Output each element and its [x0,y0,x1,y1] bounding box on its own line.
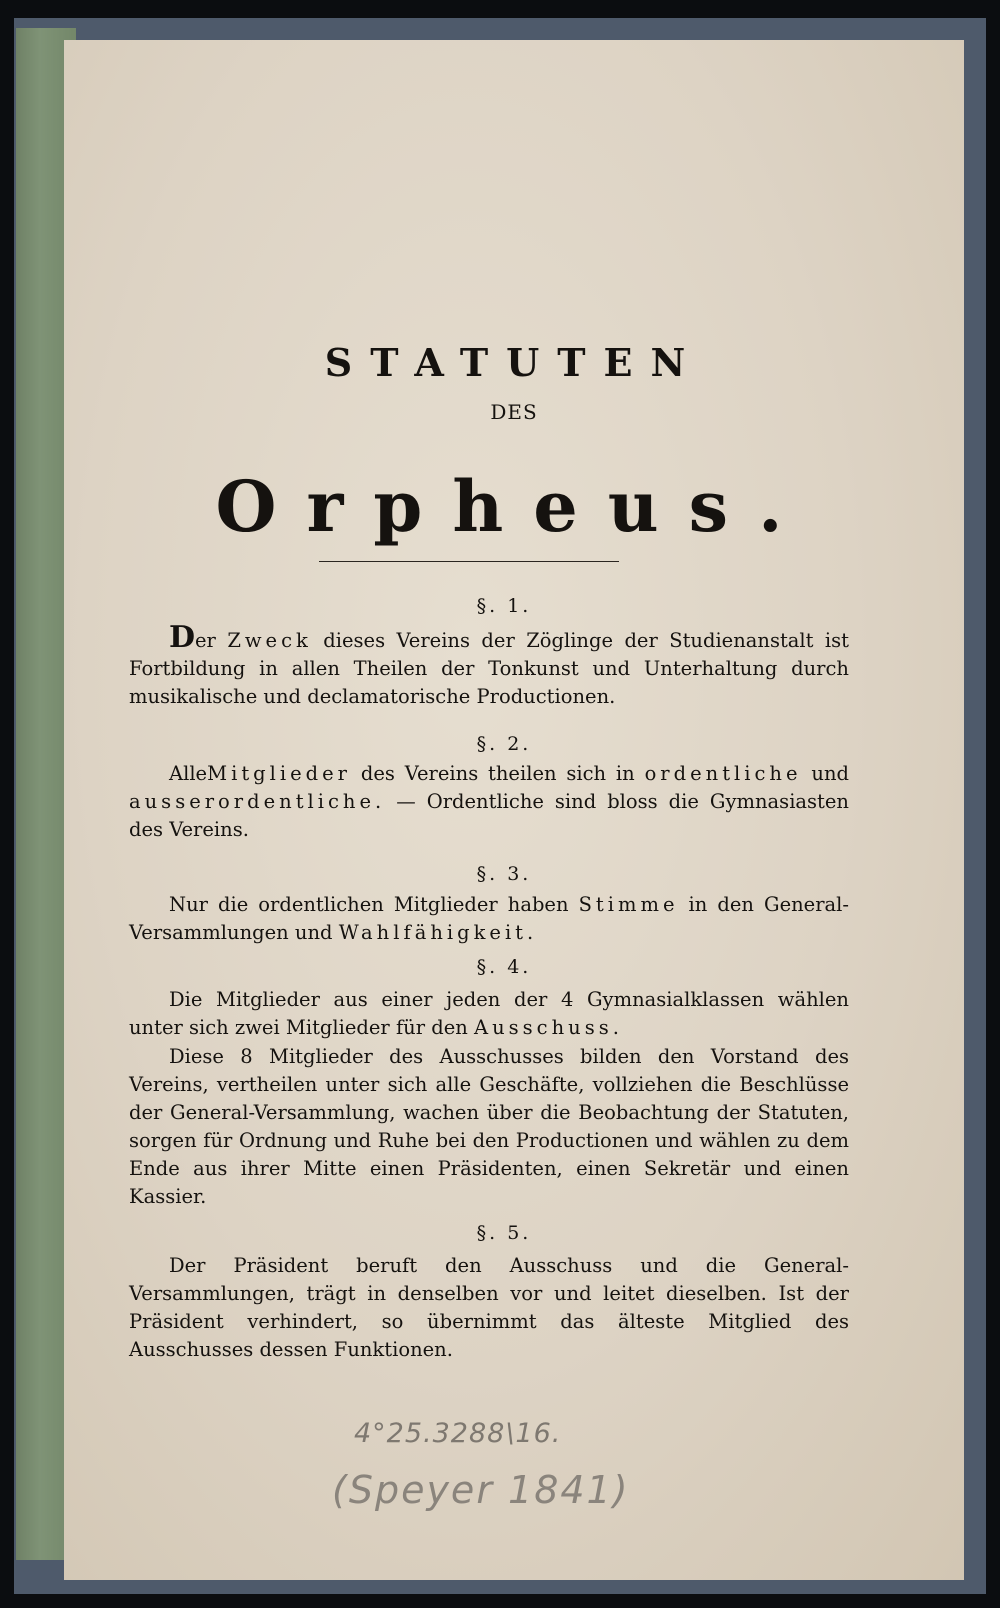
section-heading-4: §. 4. [476,956,532,978]
section-heading-5: §. 5. [476,1222,532,1244]
document-subtitle: DES [490,400,538,424]
section-heading-3: §. 3. [476,863,532,885]
section-text-5: Der Präsident beruft den Ausschuss und die General-Versammlungen, trägt in denselben vor und leitet dieselben. Ist der Präsident verhindert, so übernimmt das älteste Mitglied des Ausschusses dessen Funktionen. [129,1254,849,1361]
dropcap: D [169,620,196,655]
section-heading-2: §. 2. [476,733,532,755]
title-divider [319,561,619,562]
handwritten-note: (Speyer 1841) [332,1468,630,1512]
section-text-2: AlleMitglieder des Vereins theilen sich in ordentliche und ausserordentliche. — Ordentliche sind bloss die Gymnasiasten des Vereins. [129,762,849,841]
shelfmark-annotation: 4°25.3288\16. [354,1418,562,1449]
section-text-4b: Diese 8 Mitglieder des Ausschusses bilden den Vorstand des Vereins, vertheilen unter sich alle Geschäfte, vollziehen die Beschlüsse der General-Versammlung, wachen über die Beobachtung der Statuten, sorgen für Ordnung und Ruhe bei den Productionen und wählen zu dem Ende aus ihrer Mitte einen Präsidenten, einen Sekretär und einen Kassier. [129,1045,849,1208]
society-name: Orpheus. [215,465,813,548]
section-text-3: Nur die ordentlichen Mitglieder haben Stimme in den General-Versammlungen und Wahlfähigkeit. [129,893,849,944]
document-title: STATUTEN [324,340,704,385]
section-text-4a: Die Mitglieder aus einer jeden der 4 Gymnasialklassen wählen unter sich zwei Mitglieder für den Ausschuss. [129,988,849,1039]
section-heading-1: §. 1. [476,595,532,617]
document-page [64,40,964,1580]
section-text-1: Der Zweck dieses Vereins der Zöglinge der Studienanstalt ist Fortbildung in allen Theilen der Tonkunst und Unterhaltung durch musikalische und declamatorische Productionen. [129,620,850,708]
